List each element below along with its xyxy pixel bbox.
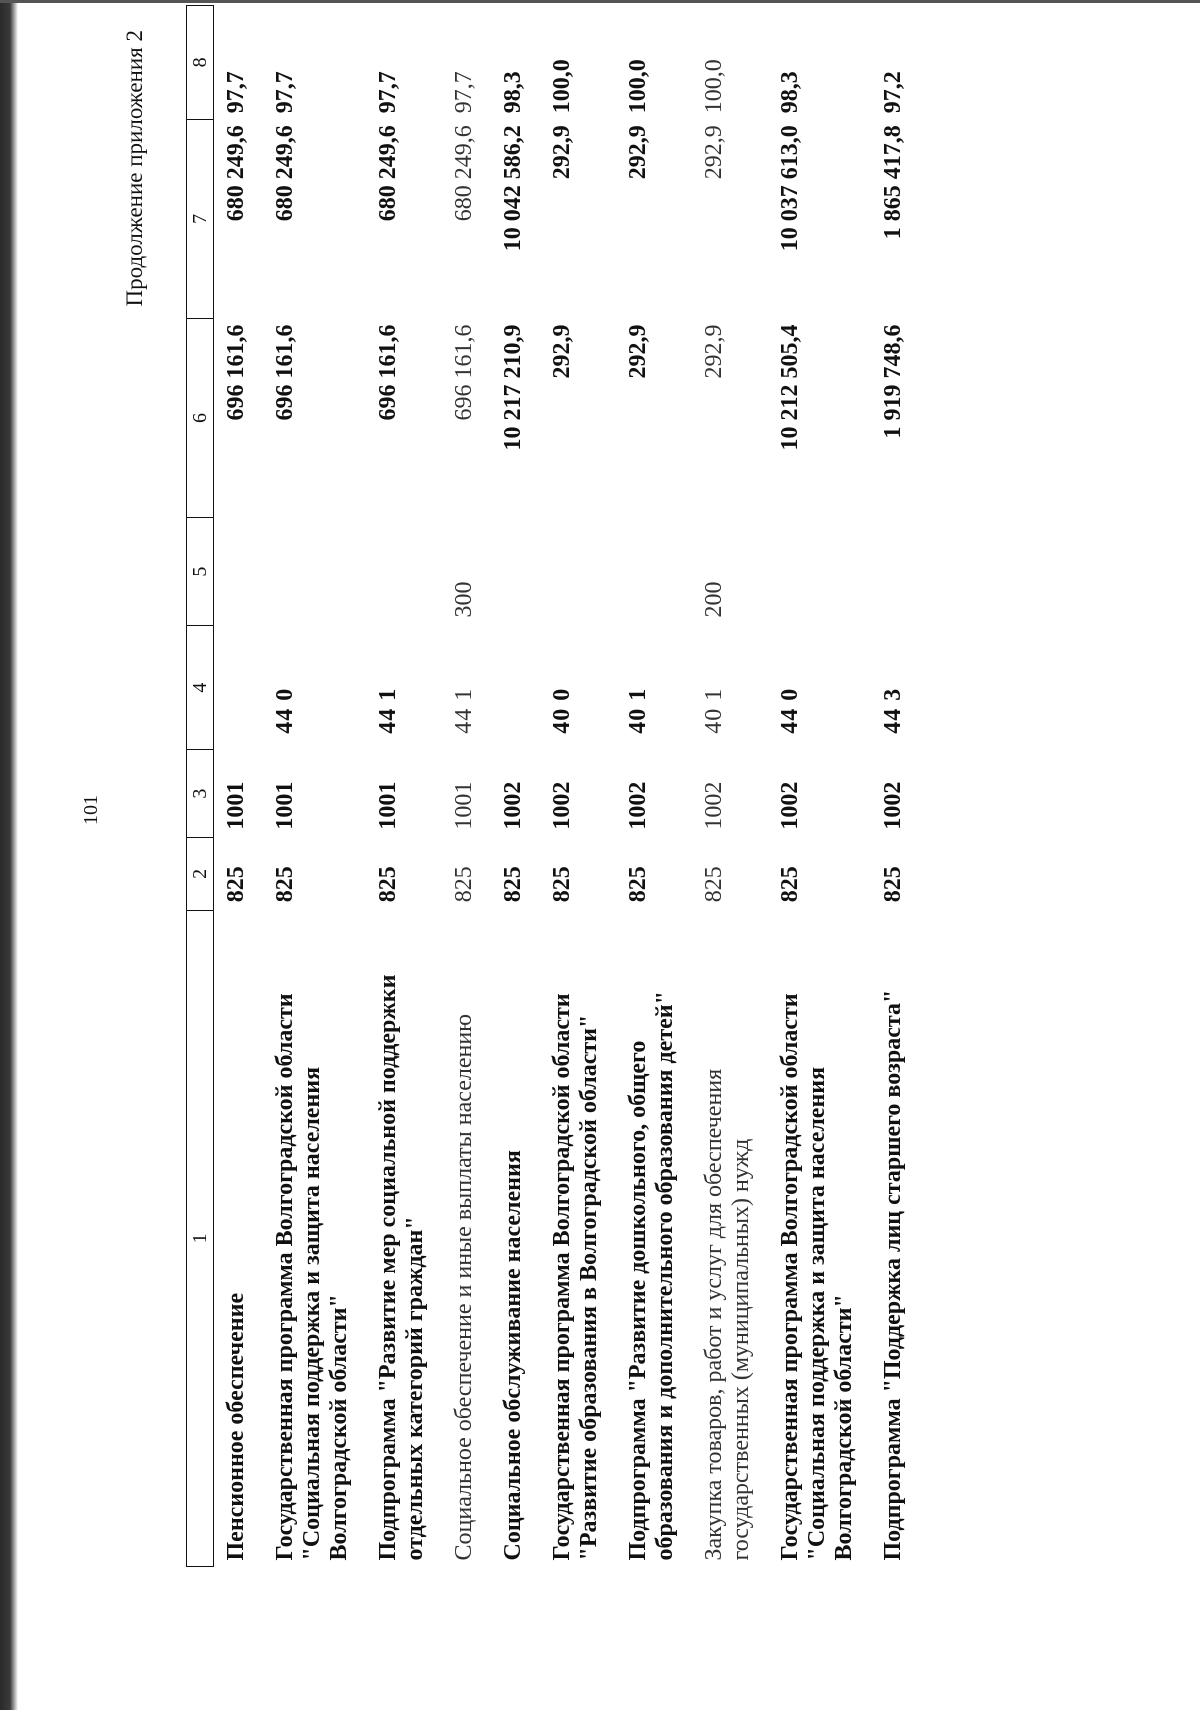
expense-type-code: 200 — [701, 581, 727, 618]
department-code: 825 — [777, 866, 803, 903]
table-row — [366, 6, 442, 1567]
executed-amount: 10 037 613,0 — [777, 125, 803, 252]
column-header: 7 — [187, 119, 214, 318]
expense-type-code — [540, 518, 616, 626]
section-code: 1002 — [777, 781, 803, 830]
column-header: 3 — [187, 750, 214, 838]
planned-amount: 1 919 748,6 — [880, 324, 906, 439]
executed-amount: 1 865 417,8 — [880, 125, 906, 240]
table-row — [442, 6, 491, 1567]
expense-type-code — [491, 518, 540, 626]
execution-percent: 97,7 — [272, 71, 298, 114]
department-code: 825 — [625, 866, 651, 903]
row-label: Государственная программа Волгоградской области "Социальная поддержка и защита населения Волгоградской области" — [272, 993, 352, 1561]
section-code: 1002 — [549, 781, 575, 830]
budget-table — [186, 5, 920, 1567]
execution-percent: 98,3 — [500, 71, 526, 114]
expense-type-code — [768, 518, 871, 626]
column-header: 8 — [187, 6, 214, 120]
table-row — [871, 6, 920, 1567]
table-row — [491, 6, 540, 1567]
column-header: 5 — [187, 518, 214, 626]
execution-percent: 100,0 — [549, 59, 575, 114]
program-code: 44 0 — [777, 687, 803, 734]
program-code: 44 1 — [375, 687, 401, 734]
planned-amount: 10 212 505,4 — [777, 324, 803, 451]
section-code: 1001 — [375, 781, 401, 830]
expense-type-code — [366, 518, 442, 626]
page-number: 101 — [80, 795, 102, 825]
program-code — [491, 625, 540, 749]
appendix-continuation-caption: Продолжение приложения 2 — [122, 30, 147, 307]
expense-type-code: 300 — [451, 581, 477, 618]
planned-amount: 696 161,6 — [272, 324, 298, 421]
program-code: 40 1 — [625, 687, 651, 734]
executed-amount: 292,9 — [701, 125, 727, 180]
table-header-row — [187, 6, 214, 1567]
row-label: Государственная программа Волгоградской области "Социальная поддержка и защита населения Волгоградской области" — [777, 993, 857, 1561]
column-header: 2 — [187, 838, 214, 911]
program-code: 44 1 — [451, 687, 477, 734]
row-label: Закупка товаров, работ и услуг для обеспечения государственных (муниципальных) нужд — [701, 1068, 754, 1561]
executed-amount: 292,9 — [625, 125, 651, 180]
planned-amount: 292,9 — [625, 324, 651, 379]
row-label: Подпрограмма "Развитие дошкольного, общего образования и дополнительного образования детей" — [625, 991, 678, 1561]
program-code: 44 0 — [272, 687, 298, 734]
executed-amount: 292,9 — [549, 125, 575, 180]
execution-percent: 100,0 — [701, 59, 727, 114]
execution-percent: 97,7 — [375, 71, 401, 114]
row-label: Социальное обеспечение и иные выплаты населению — [451, 1013, 477, 1561]
program-code — [214, 625, 264, 749]
program-code: 40 1 — [701, 687, 727, 734]
planned-amount: 292,9 — [701, 324, 727, 379]
executed-amount: 680 249,6 — [375, 125, 401, 222]
execution-percent: 97,7 — [451, 71, 477, 114]
table-row — [692, 6, 768, 1567]
column-header: 6 — [187, 318, 214, 517]
section-code: 1002 — [701, 781, 727, 830]
expense-type-code — [214, 518, 264, 626]
department-code: 825 — [223, 866, 249, 903]
table-row — [616, 6, 692, 1567]
program-code: 40 0 — [549, 687, 575, 734]
executed-amount: 680 249,6 — [223, 125, 249, 222]
department-code: 825 — [549, 866, 575, 903]
executed-amount: 680 249,6 — [272, 125, 298, 222]
section-code: 1002 — [500, 781, 526, 830]
table-row — [540, 6, 616, 1567]
row-label: Социальное обслуживание населения — [500, 1150, 526, 1561]
section-code: 1001 — [272, 781, 298, 830]
execution-percent: 97,7 — [223, 71, 249, 114]
department-code: 825 — [500, 866, 526, 903]
executed-amount: 10 042 586,2 — [500, 125, 526, 252]
column-header: 1 — [187, 910, 214, 1566]
planned-amount: 696 161,6 — [375, 324, 401, 421]
expense-type-code — [616, 518, 692, 626]
department-code: 825 — [880, 866, 906, 903]
column-header: 4 — [187, 625, 214, 749]
execution-percent: 98,3 — [777, 71, 803, 114]
row-label: Подпрограмма "Развитие мер социальной поддержки отдельных категорий граждан" — [375, 974, 428, 1561]
planned-amount: 696 161,6 — [223, 324, 249, 421]
table-row — [263, 6, 366, 1567]
execution-percent: 97,2 — [880, 71, 906, 114]
section-code: 1002 — [625, 781, 651, 830]
planned-amount: 10 217 210,9 — [500, 324, 526, 451]
department-code: 825 — [272, 866, 298, 903]
row-label: Пенсионное обеспечение — [223, 1292, 249, 1561]
section-code: 1002 — [880, 781, 906, 830]
expense-type-code — [263, 518, 366, 626]
section-code: 1001 — [223, 781, 249, 830]
planned-amount: 696 161,6 — [451, 324, 477, 421]
department-code: 825 — [451, 866, 477, 903]
section-code: 1001 — [451, 781, 477, 830]
table-row — [768, 6, 871, 1567]
department-code: 825 — [701, 866, 727, 903]
table-row — [214, 6, 264, 1567]
executed-amount: 680 249,6 — [451, 125, 477, 222]
expense-type-code — [871, 518, 920, 626]
department-code: 825 — [375, 866, 401, 903]
row-label: Государственная программа Волгоградской области "Развитие образования в Волгоградской области" — [549, 993, 602, 1561]
planned-amount: 292,9 — [549, 324, 575, 379]
program-code: 44 3 — [880, 687, 906, 734]
table-body — [214, 6, 921, 1567]
execution-percent: 100,0 — [625, 59, 651, 114]
row-label: Подпрограмма "Поддержка лиц старшего возраста" — [880, 989, 906, 1561]
